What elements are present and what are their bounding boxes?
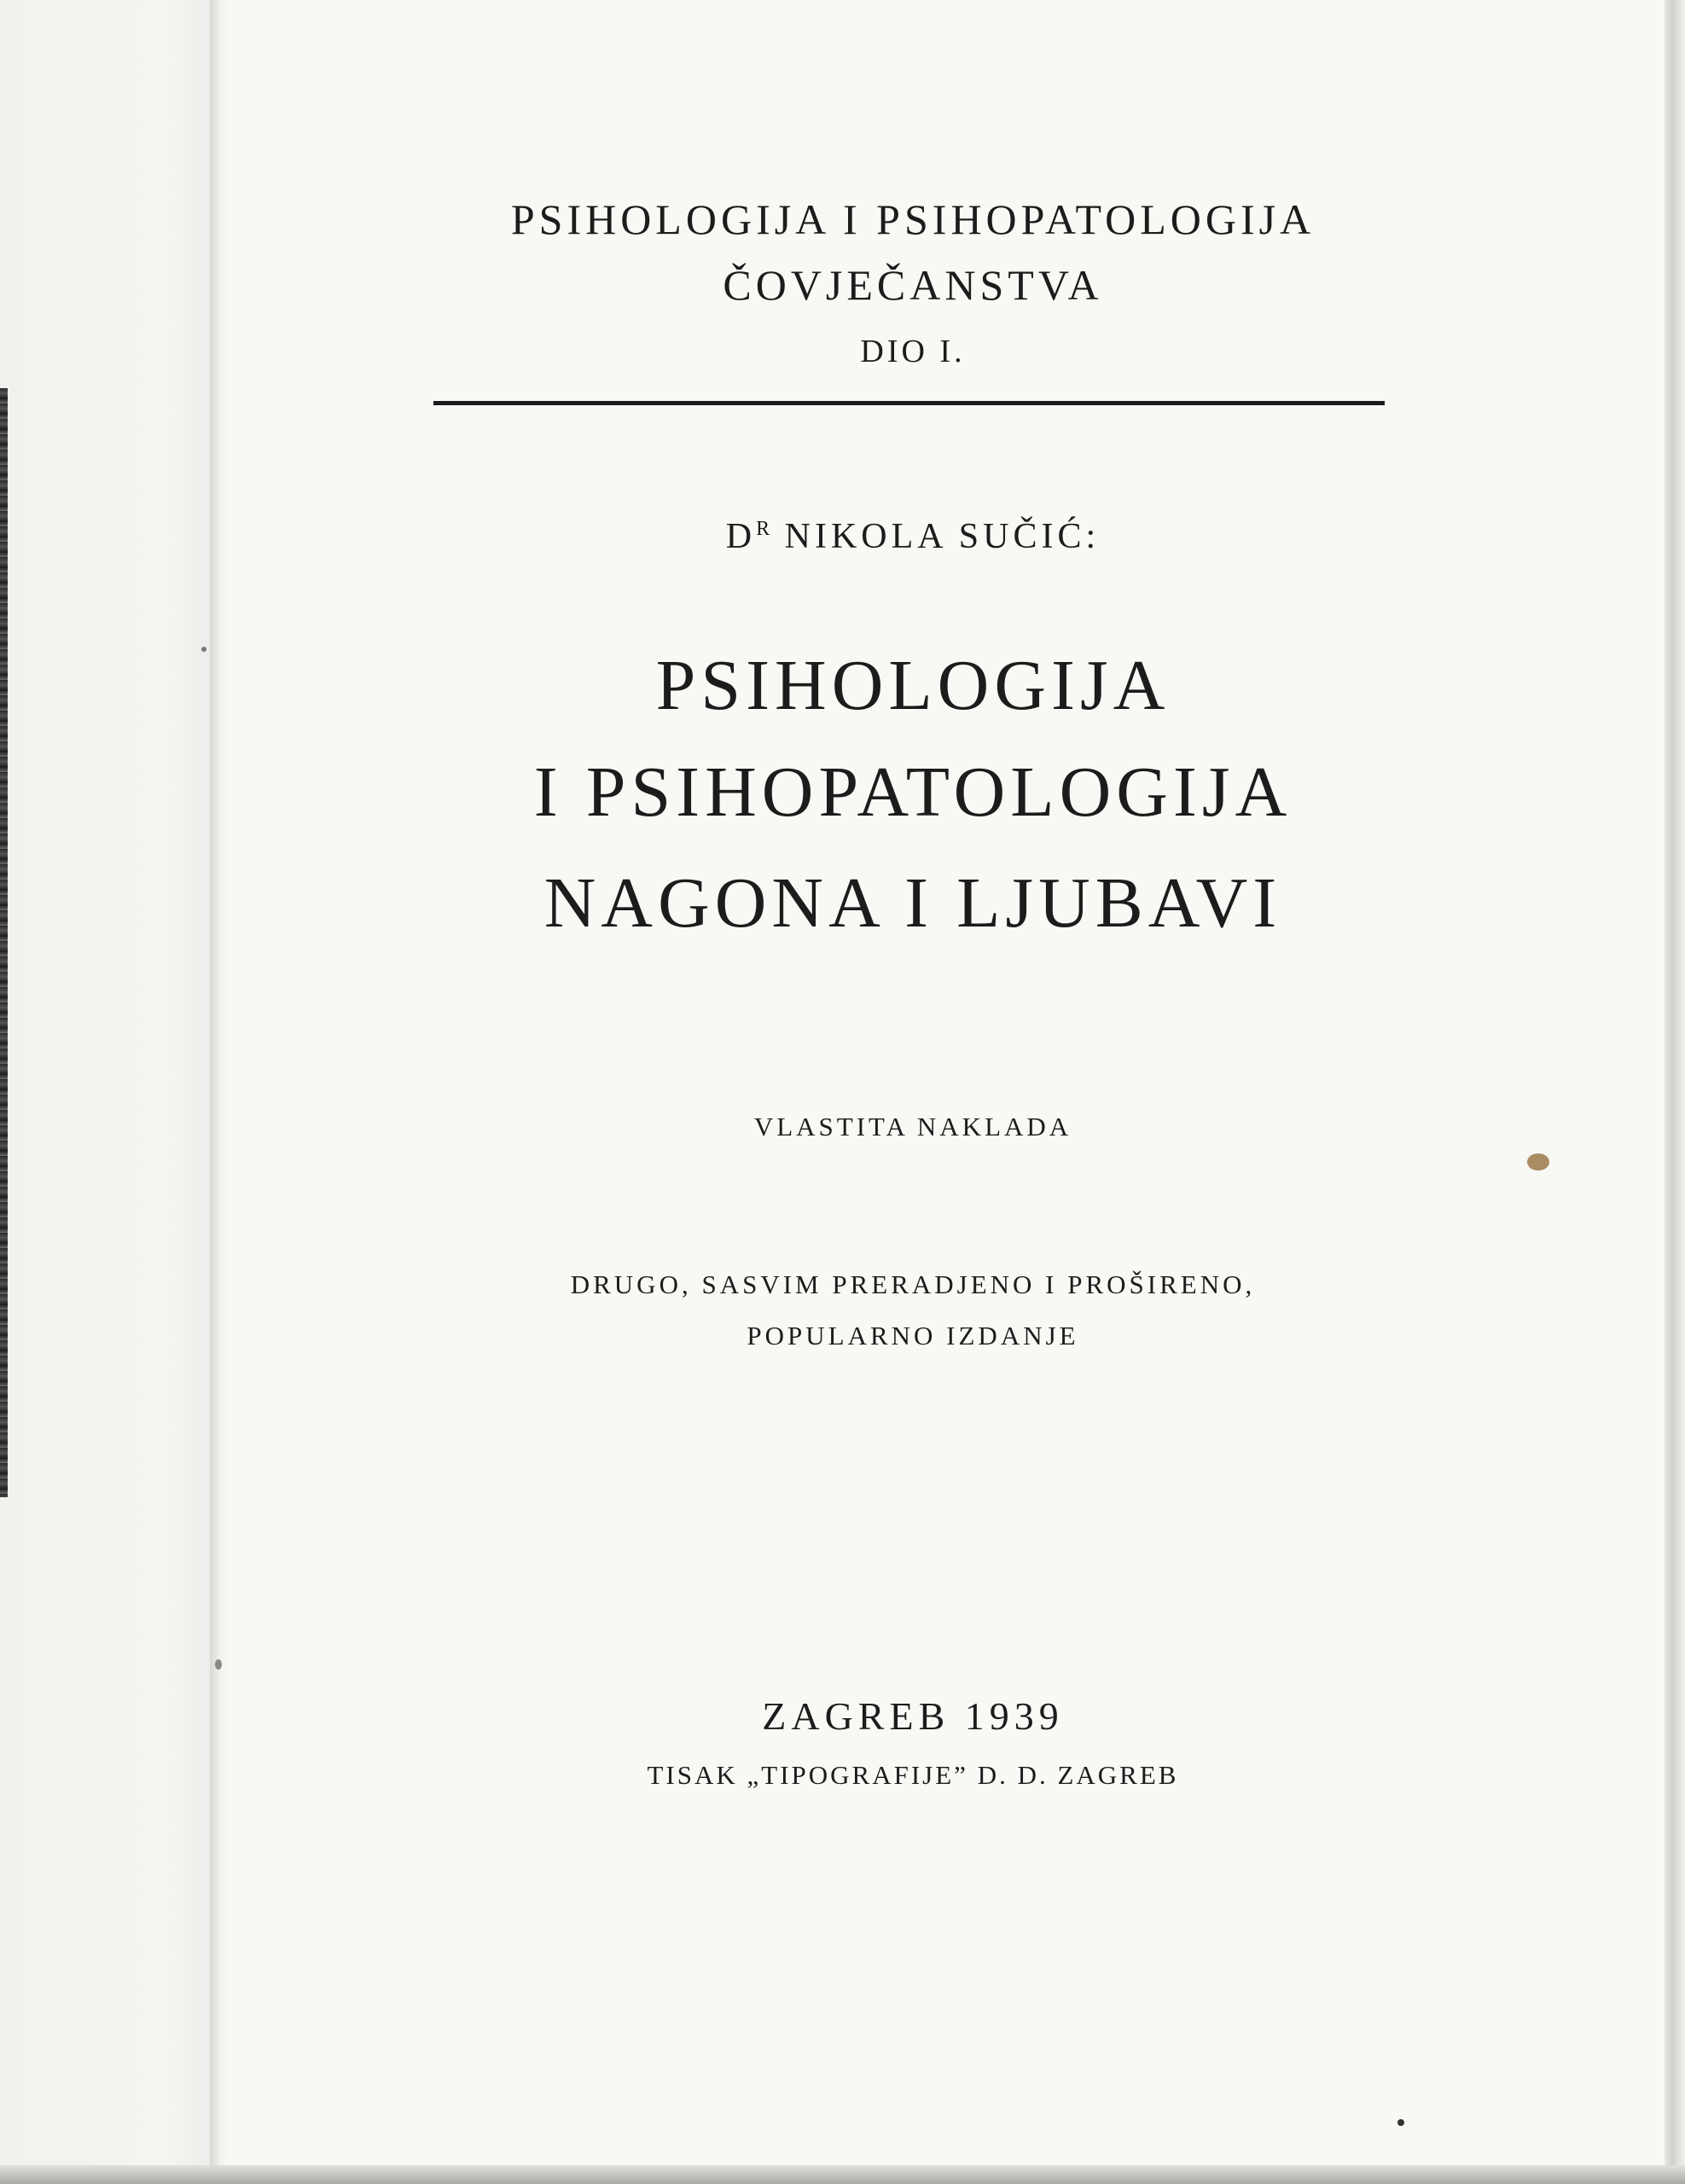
edition-line-2: POPULARNO IZDANJE [747,1321,1079,1350]
page-edge-strip [0,388,8,1497]
facing-page [0,0,213,2184]
page-right-edge [1665,0,1685,2184]
paper-speck [215,1659,222,1670]
binding-gutter [210,0,229,2184]
series-title-line-2: ČOVJEČANSTVA [723,261,1103,309]
paper-speck [201,647,206,652]
book-title-line-3: NAGONA I LJUBAVI [543,863,1282,943]
imprint-place-year: ZAGREB 1939 [762,1694,1064,1738]
publisher-note: VLASTITA NAKLADA [753,1112,1072,1141]
edition-line-1: DRUGO, SASVIM PRERADJENO I PROŠIRENO, [570,1269,1256,1299]
title-page [229,0,1665,2165]
author-line [401,516,1425,557]
page-bottom-edge [0,2165,1685,2184]
series-part: DIO I. [860,334,966,369]
imprint-printer: TISAK „TIPOGRAFIJE” D. D. ZAGREB [647,1760,1179,1790]
series-title-line-1: PSIHOLOGIJA I PSIHOPATOLOGIJA [510,195,1316,243]
author-prefix: D [725,517,757,556]
title-rule [433,401,1385,405]
paper-speck [1397,2119,1404,2126]
book-title-line-2: I PSIHOPATOLOGIJA [533,752,1293,832]
author-prefix-superscript: R [756,518,772,540]
author-name: NIKOLA SUČIĆ: [784,517,1101,556]
book-title-line-1: PSIHOLOGIJA [655,646,1171,725]
paper-stain [1527,1153,1549,1170]
